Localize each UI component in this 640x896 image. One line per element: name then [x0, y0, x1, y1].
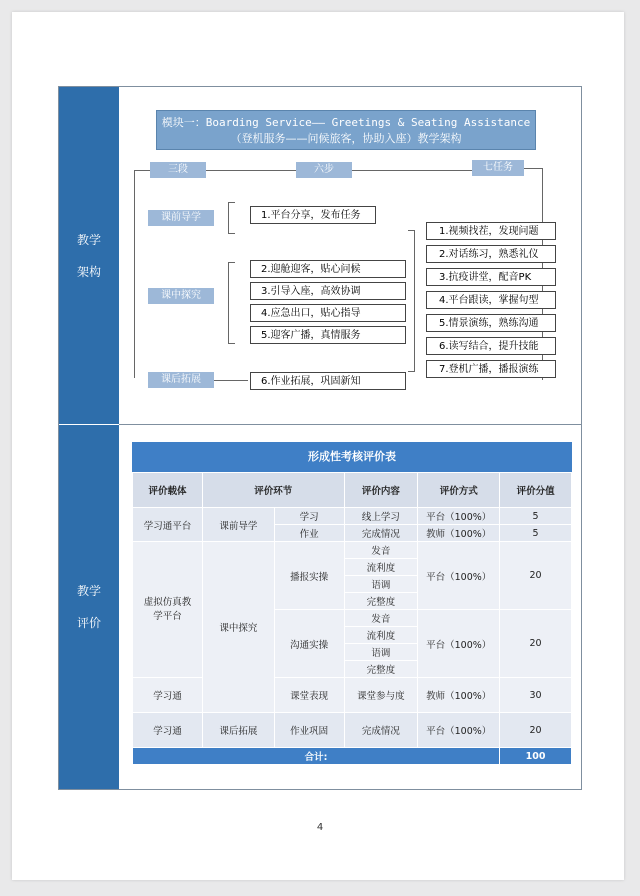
connector-line [134, 170, 150, 171]
connector-line [214, 380, 248, 381]
stage-pre-class: 课前导学 [148, 210, 214, 226]
connector-line [524, 168, 542, 169]
module-title-cn: （登机服务——问候旅客，协助入座）教学架构 [230, 132, 462, 145]
table-row [133, 542, 572, 559]
step-item: 5.迎客广播，真情服务 [250, 326, 406, 344]
step-item: 1.平台分享，发布任务 [250, 206, 376, 224]
column-header: 评价分值 [500, 473, 572, 508]
total-label: 合计: [133, 748, 500, 765]
cell-content: 流利度 [344, 627, 418, 644]
side-label-text: 架构 [76, 264, 101, 279]
eval-table-title: 形成性考核评价表 [132, 442, 572, 472]
task-item: 2.对话练习，熟悉礼仪 [426, 245, 556, 263]
column-header: 评价载体 [133, 473, 203, 508]
header-steps: 六步 [296, 162, 352, 178]
cell-carrier: 学习通 [133, 678, 203, 713]
side-label-text: 教学 [76, 232, 101, 247]
cell-method: 平台（100%） [418, 508, 500, 525]
table-row [133, 508, 572, 525]
header-tasks: 七任务 [472, 160, 524, 176]
task-item: 4.平台跟读，掌握句型 [426, 291, 556, 309]
side-label-text: 评价 [76, 616, 101, 630]
eval-table [132, 472, 572, 765]
table-row [133, 713, 572, 748]
module-title-en: 模块一：Boarding Service—— Greetings & Seating Assistance [161, 116, 531, 129]
cell-carrier: 学习通平台 [133, 508, 203, 542]
cell-sub: 学习 [274, 508, 344, 525]
cell-carrier [133, 542, 203, 678]
cell-phase: 课后拓展 [202, 713, 274, 748]
cell-content: 完整度 [344, 593, 418, 610]
cell-phase: 课中探究 [202, 542, 274, 713]
cell-content: 完成情况 [344, 525, 418, 542]
cell-content: 完成情况 [344, 713, 418, 748]
side-label-text: 教学 [76, 584, 101, 598]
cell-content: 语调 [344, 576, 418, 593]
cell-carrier: 学习通 [133, 713, 203, 748]
total-row [133, 748, 572, 765]
cell-score: 20 [500, 713, 572, 748]
cell-score: 30 [500, 678, 572, 713]
column-header: 评价内容 [344, 473, 418, 508]
cell-content: 语调 [344, 644, 418, 661]
step-item: 4.应急出口，贴心指导 [250, 304, 406, 322]
step-item: 6.作业拓展，巩固新知 [250, 372, 406, 390]
cell-content: 线上学习 [344, 508, 418, 525]
column-header: 评价方式 [418, 473, 500, 508]
cell-sub: 课堂表现 [274, 678, 344, 713]
cell-method: 教师（100%） [418, 525, 500, 542]
cell-method: 平台（100%） [418, 713, 500, 748]
cell-score: 20 [500, 610, 572, 678]
cell-content: 发音 [344, 610, 418, 627]
side-label-architecture [59, 87, 119, 425]
cell-sub: 播报实操 [274, 542, 344, 610]
stage-in-class: 课中探究 [148, 288, 214, 304]
total-value: 100 [500, 748, 572, 765]
cell-score: 20 [500, 542, 572, 610]
page-number: 4 [316, 822, 324, 833]
connector-line [352, 170, 472, 171]
cell-sub: 作业 [274, 525, 344, 542]
section-divider [119, 424, 581, 425]
column-header: 评价环节 [202, 473, 344, 508]
cell-content: 流利度 [344, 559, 418, 576]
header-stages: 三段 [150, 162, 206, 178]
connector-line [206, 170, 296, 171]
cell-score: 5 [500, 525, 572, 542]
stage-post-class: 课后拓展 [148, 372, 214, 388]
step-item: 2.迎舱迎客，贴心问候 [250, 260, 406, 278]
task-item: 1.视频找茬，发现问题 [426, 222, 556, 240]
cell-method: 教师（100%） [418, 678, 500, 713]
side-label-evaluation [59, 425, 119, 789]
cell-method: 平台（100%） [418, 610, 500, 678]
task-item: 5.情景演练，熟练沟通 [426, 314, 556, 332]
step-item: 3.引导入座，高效协调 [250, 282, 406, 300]
cell-content: 发音 [344, 542, 418, 559]
cell-carrier-text: 虚拟仿真教学平台 [143, 596, 192, 622]
cell-phase: 课前导学 [202, 508, 274, 542]
task-item: 3.抗疫讲堂，配音PK [426, 268, 556, 286]
brace [408, 230, 415, 372]
brace [228, 262, 235, 344]
cell-sub: 作业巩固 [274, 713, 344, 748]
brace [228, 202, 235, 234]
task-item: 7.登机广播，播报演练 [426, 360, 556, 378]
module-title [156, 110, 536, 150]
cell-content: 完整度 [344, 661, 418, 678]
cell-sub: 沟通实操 [274, 610, 344, 678]
cell-method: 平台（100%） [418, 542, 500, 610]
table-header-row [133, 473, 572, 508]
cell-score: 5 [500, 508, 572, 525]
connector-line [134, 170, 135, 378]
task-item: 6.读写结合，提升技能 [426, 337, 556, 355]
cell-content: 课堂参与度 [344, 678, 418, 713]
table-row [133, 678, 572, 713]
